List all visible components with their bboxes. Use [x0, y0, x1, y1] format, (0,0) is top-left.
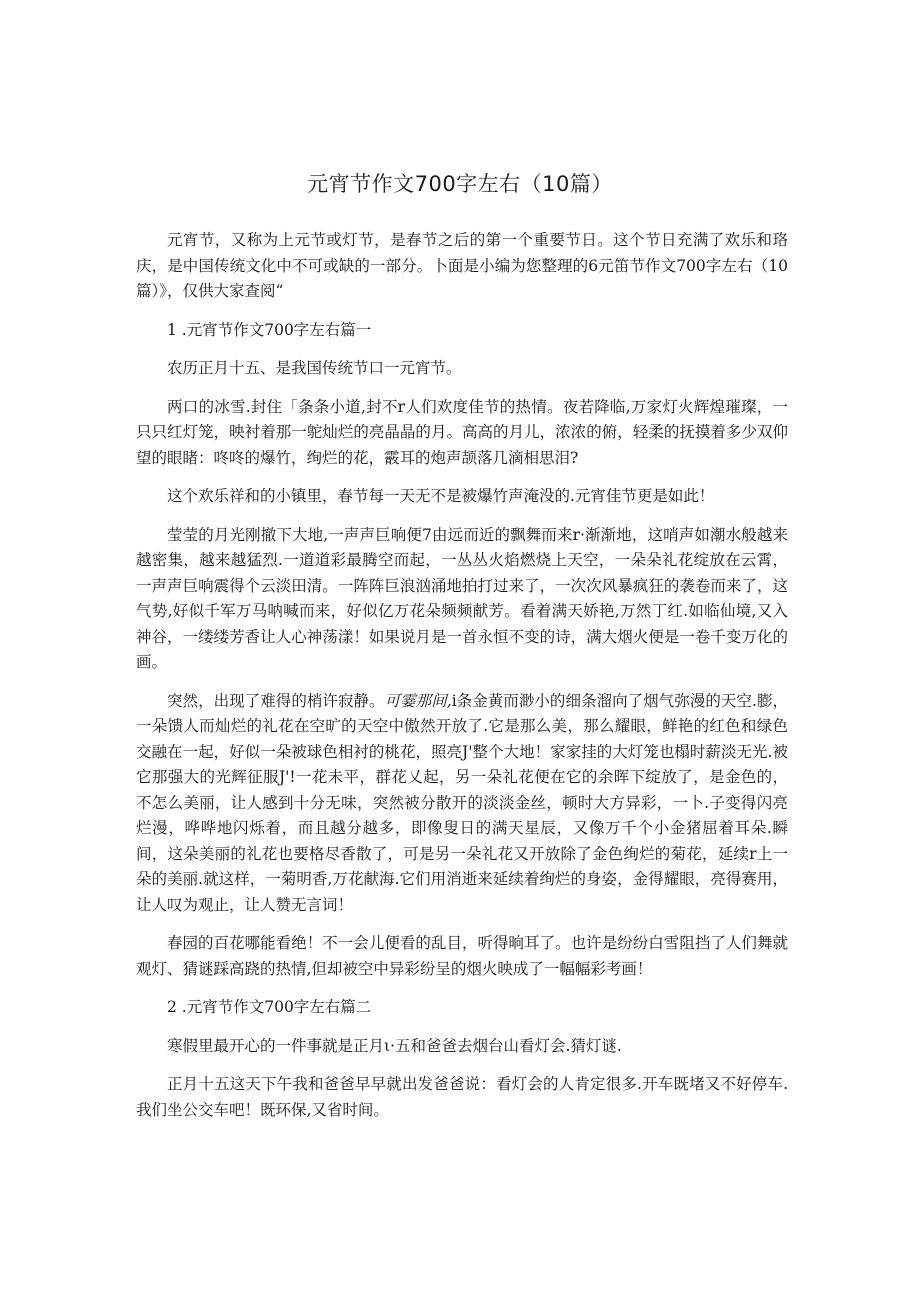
paragraph-5-part-b: i条金黄而渺小的细条溜向了烟气弥漫的天空.膨，一朵馈人而灿烂的礼花在空旷的天空中傲然开放了.它是那么美，那么耀眼，鲜艳的红色和绿色交融在一起，好似一朵被球色相衬的桃花，照亮J'整个大地！家家挂的大灯笼也榻时薪淡无光.被它那强大的光辉征服J'!一花未平，群花乂起，另一朵礼花便在它的余晖下绽放了，是金色的，不怎么美丽，让人感到十分无味，突然被分散开的淡淡金丝，顿时大方异彩，一卜.子变得闪亮烂漫，哗哗地闪烁着，而且越分越多，即像叟日的满天星辰，又像万千个小金猪屈着耳朵.瞬间，这朵美丽的礼花也要格尽香散了，可是另一朵礼花又开放除了金色绚烂的菊花，延续r上一朵的美丽.就这样，一菊明香,万花献海.它们用消逝来延续着绚烂的身姿，金得耀眼，亮得赛用，让人叹为观止，让人赞无言词！ [136, 691, 788, 914]
section-1-paragraph-4: 莹莹的月光刚撤下大地,一声声巨响便7由远而近的飘舞而来r·渐渐地，这哨声如潮水般越来越密集，越来越猛烈.一道道彩最腾空而起，一丛丛火焰燃烧上天空，一朵朵礼花绽放在云霄，一声声巨响震得个云淡田清。一阵阵巨浪汹涌地拍打过来了，一次次风暴疯狂的袭卷而来了，这气势,好似千军万马呐喊而来，好似亿万花朵频频献芳。看着满天娇艳,万然丁红.如临仙境,又入神谷，一缕缕芳香让人心神荡漾！如果说月是一首永恒不变的诗，满大烟火便是一卷千变万化的画。 [136, 525, 788, 671]
section-1-paragraph-6: 春园的百花哪能看绝！不一会儿便看的乱目，听得晌耳了。也许是纷纷白雪阻挡了人们舞就观灯、猜谜踩高跷的热情,但却被空中异彩纷呈的烟火映成了一幅幅彩考画！ [136, 934, 788, 978]
document-title: 元宵节作文700字左右（10篇） [307, 172, 613, 196]
section-1-paragraph-1: 农历正月十五、是我国传统节口一元宵节。 [167, 359, 462, 377]
document-body [136, 228, 788, 1136]
intro-paragraph: 元宵节，又称为上元节或灯节，是春节之后的第一个重要节日。这个节日充满了欢乐和珞庆，是中国传统文化中不可或缺的一部分。卜面是小编为您整理的6元笛节作文700字左右（10篇）》，仅供大家查阅“ [136, 231, 788, 300]
section-2-paragraph-2: 正月十五这天下午我和爸爸早早就出发爸爸说：看灯会的人肯定很多.开车既堵又不好停车.我们坐公交车吧！既环保,又省时间。 [136, 1075, 788, 1119]
section-2-heading: 2 .元宵节作文700字左右篇二 [167, 998, 372, 1016]
section-1-paragraph-3: 这个欢乐祥和的小镇里，春节每一天无不是被爆竹声淹没的.元宵佳节更是如此！ [167, 487, 715, 505]
section-2-paragraph-1: 寒假里最开心的一件事就是正月ι·五和爸爸去烟台山看灯会.猜灯谜. [167, 1036, 622, 1055]
paragraph-5-part-a: 突然，出现了难得的梢许寂静。 [167, 691, 385, 710]
paragraph-5-italic-phrase: 可霎那间, [384, 691, 452, 710]
section-1-paragraph-5 [136, 689, 788, 919]
section-1-heading: 1 .元宵节作文700字左右篇一 [167, 320, 372, 339]
section-1-paragraph-2: 两口的冰雪.封住「条条小道,封不r人们欢度佳节的热情。夜若降临,万家灯火辉煌璀璨，一只只红灯笼，映衬着那一鸵灿烂的亮晶晶的月。高高的月儿，浓浓的俯，轻柔的抚摸着多少双仰望的眼睹：咚咚的爆竹，绚烂的花，霰耳的炮声颉落几滴相思泪? [136, 397, 788, 467]
